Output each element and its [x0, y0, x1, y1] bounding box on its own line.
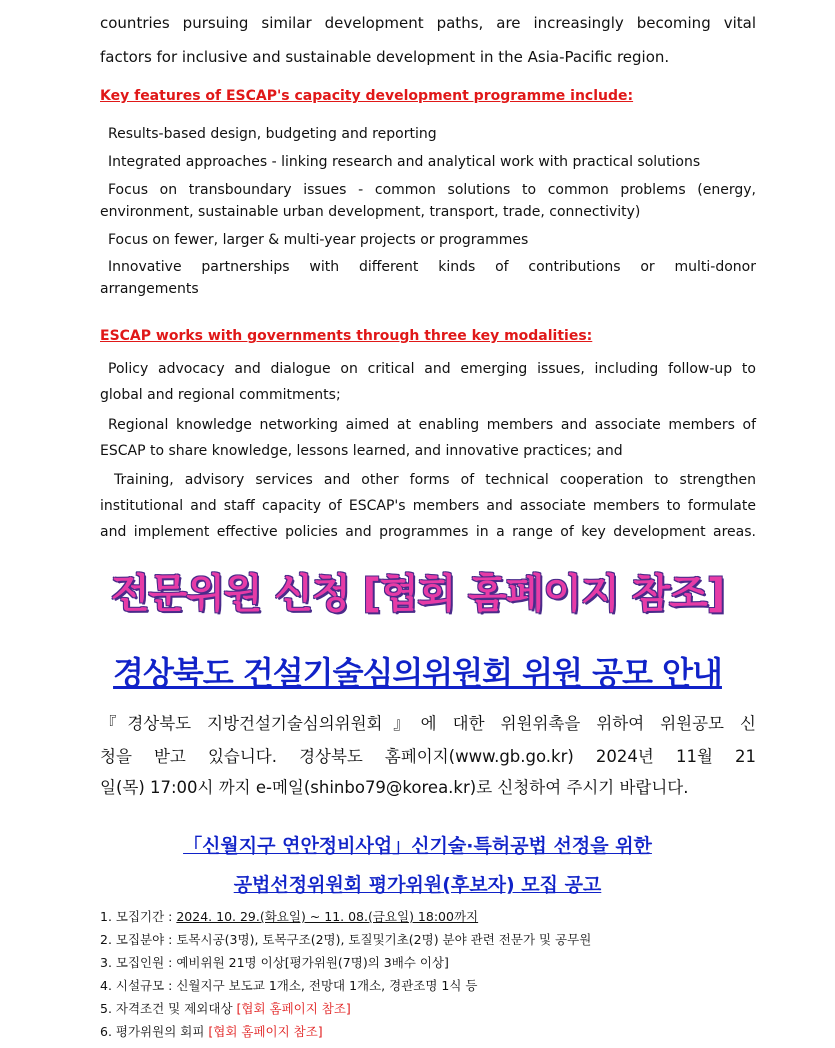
feature-item: Results-based design, budgeting and reporting — [108, 126, 437, 142]
feature-item-line2: arrangements — [100, 281, 199, 297]
features-heading: Key features of ESCAP's capacity development programme include: — [100, 88, 634, 104]
modality-item-line1: Training, advisory services and other forms of technical cooperation to strengthen — [114, 472, 756, 488]
modality-item-line1: Regional knowledge networking aimed at enabling members and associate members of — [108, 417, 756, 433]
modality-item — [100, 467, 756, 545]
modality-item — [100, 356, 756, 408]
list-item-note: [협회 홈페이지 참조] — [236, 1001, 351, 1016]
list-item — [100, 1020, 760, 1043]
recruitment-heading-2: 공법선정위원회 평가위원(후보자) 모집 공고 — [233, 874, 602, 896]
list-item-label: 5. 자격조건 및 제외대상 — [100, 1001, 237, 1016]
intro-line-2: factors for inclusive and sustainable development in the Asia-Pacific region. — [100, 48, 670, 66]
list-item-value: 예비위원 21명 이상[평가위원(7명)의 3배수 이상] — [176, 955, 449, 970]
feature-item — [100, 179, 756, 223]
modality-item-line2: institutional and staff capacity of ESCAP's members and associate members to formulate — [100, 498, 756, 514]
feature-item-line1: Focus on transboundary issues - common solutions to common problems (energy, — [108, 182, 756, 198]
list-item — [100, 997, 760, 1020]
expert-application-banner: 전문위원 신청 [협회 홈페이지 참조] — [110, 571, 725, 617]
list-item-label: 3. 모집인원 : — [100, 955, 177, 970]
notice-line-1: 『경상북도 지방건설기술심의위원회』에 대한 위원위촉을 위하여 위원공모 신 — [100, 714, 756, 733]
notice-line-2: 청을 받고 있습니다. 경상북도 홈페이지(www.gb.go.kr) 2024년 11월 21 — [100, 747, 756, 766]
feature-item: Focus on fewer, larger & multi-year projects or programmes — [108, 232, 529, 248]
list-item-value: 2024. 10. 29.(화요일) ~ 11. 08.(금요일) 18:00까지 — [176, 909, 479, 924]
modality-item-line2: global and regional commitments; — [100, 387, 341, 403]
list-item-value: 토목시공(3명), 토목구조(2명), 토질및기초(2명) 분야 관련 전문가 및 공무원 — [176, 932, 592, 947]
notice-line-3: 일(목) 17:00시 까지 e-메일(shinbo79@korea.kr)로 신청하여 주시기 바랍니다. — [100, 778, 689, 797]
modality-item — [100, 412, 756, 464]
feature-item — [100, 256, 756, 300]
modality-item-line3: and implement effective policies and programmes in a range of key development areas. — [100, 524, 756, 540]
feature-item-line2: environment, sustainable urban development, transport, trade, connectivity) — [100, 204, 641, 220]
list-item-label: 2. 모집분야 : — [100, 932, 177, 947]
list-item — [100, 928, 760, 951]
list-item-label: 6. 평가위원의 회피 — [100, 1024, 209, 1039]
list-item-note: [협회 홈페이지 참조] — [208, 1024, 323, 1039]
list-item — [100, 951, 760, 974]
committee-recruitment-title: 경상북도 건설기술심의위원회 위원 공모 안내 — [113, 654, 722, 692]
feature-item: Integrated approaches - linking research and analytical work with practical solutions — [108, 154, 701, 170]
recruitment-list — [100, 905, 760, 1043]
modality-item-line2: ESCAP to share knowledge, lessons learned, and innovative practices; and — [100, 443, 623, 459]
modalities-heading: ESCAP works with governments through three key modalities: — [100, 328, 593, 344]
feature-item-line1: Innovative partnerships with different kinds of contributions or multi-donor — [108, 259, 756, 275]
list-item-label: 4. 시설규모 : — [100, 978, 177, 993]
list-item — [100, 974, 760, 997]
list-item — [100, 905, 760, 928]
recruitment-heading-1: 「신월지구 연안정비사업」신기술·특허공법 선정을 위한 — [183, 835, 652, 857]
intro-line-1: countries pursuing similar development paths, are increasingly becoming vital — [100, 14, 756, 32]
list-item-label: 1. 모집기간 : — [100, 909, 177, 924]
list-item-value: 신월지구 보도교 1개소, 전망대 1개소, 경관조명 1식 등 — [176, 978, 478, 993]
modality-item-line1: Policy advocacy and dialogue on critical and emerging issues, including follow-up to — [108, 361, 756, 377]
